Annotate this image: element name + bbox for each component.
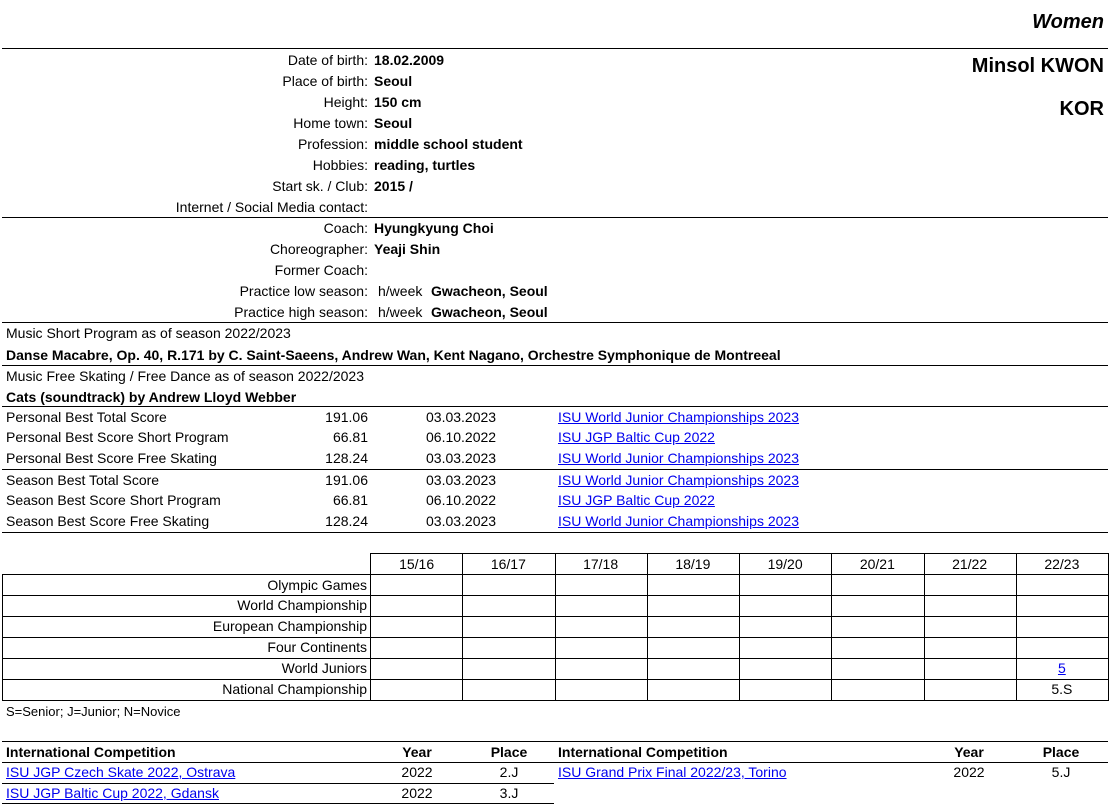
bio-value: Seoul [374, 115, 413, 131]
bio-label: Height: [323, 94, 368, 110]
championship-result-cell [555, 616, 648, 638]
championship-row-label [2, 595, 371, 617]
bio-label: Home town: [293, 115, 368, 131]
championship-result-cell [647, 637, 740, 659]
bio-value: 2015 / [374, 178, 413, 194]
sb-event-link[interactable]: ISU World Junior Championships 2023 [558, 513, 799, 529]
music-free-value: Cats (soundtrack) by Andrew Lloyd Webber [6, 389, 297, 405]
bio-label: Profession: [297, 136, 368, 152]
championship-result-cell [1016, 637, 1109, 659]
championship-result: 5.S [1051, 681, 1073, 697]
championship-result-cell [831, 595, 924, 617]
sb-divider [2, 532, 1108, 533]
pb-label: Personal Best Score Free Skating [6, 450, 217, 466]
championship-row-label [2, 658, 371, 680]
intl-year: 2022 [401, 764, 433, 780]
season-header [831, 553, 924, 575]
season-header [370, 553, 463, 575]
championship-result-cell [831, 574, 924, 596]
sb-score: 191.06 [325, 472, 368, 488]
season-header-label: 18/19 [675, 556, 711, 572]
pb-score: 66.81 [332, 429, 368, 445]
championship-result-cell [831, 679, 924, 701]
season-header [924, 553, 1017, 575]
championship-result-cell [924, 637, 1017, 659]
skater-country: KOR [1059, 98, 1104, 120]
intl-event-link[interactable]: ISU Grand Prix Final 2022/23, Torino [558, 764, 787, 780]
sb-score: 128.24 [325, 513, 368, 529]
championship-name: National Championship [222, 681, 367, 697]
sb-date: 03.03.2023 [426, 472, 497, 488]
bio-value: 150 cm [374, 94, 422, 110]
championship-name: Four Continents [267, 639, 367, 655]
championship-result-cell [462, 616, 555, 638]
championship-result-cell [924, 574, 1017, 596]
championship-result-cell [370, 595, 463, 617]
championship-result-cell [1016, 574, 1109, 596]
sb-event-link[interactable]: ISU JGP Baltic Cup 2022 [558, 492, 715, 508]
championship-result-cell [370, 616, 463, 638]
bio-divider [2, 217, 1108, 218]
pb-score: 191.06 [325, 409, 368, 425]
pb-date: 03.03.2023 [426, 409, 497, 425]
bio-label: Hobbies: [312, 157, 368, 173]
choreographer-value: Yeaji Shin [374, 241, 441, 257]
championship-name: World Juniors [281, 660, 367, 676]
intl-header-year: Year [402, 744, 432, 760]
music-free-label: Music Free Skating / Free Dance as of season 2022/2023 [6, 368, 364, 384]
season-header-label: 17/18 [583, 556, 619, 572]
intl-event-link[interactable]: ISU JGP Czech Skate 2022, Ostrava [6, 764, 236, 780]
championship-result-cell [831, 658, 924, 680]
sb-date: 06.10.2022 [426, 492, 497, 508]
season-header-label: 22/23 [1044, 556, 1080, 572]
championship-result-cell [555, 574, 648, 596]
championship-result-cell [555, 637, 648, 659]
bio-value: 18.02.2009 [374, 52, 445, 68]
championship-result-cell [462, 574, 555, 596]
championship-result-cell [924, 658, 1017, 680]
bio-label: Date of birth: [287, 52, 368, 68]
pb-label: Personal Best Score Short Program [6, 429, 229, 445]
bio-value: reading, turtles [374, 157, 476, 173]
bio-label: Start sk. / Club: [272, 178, 368, 194]
season-header-label: 15/16 [399, 556, 435, 572]
pb-event-link[interactable]: ISU JGP Baltic Cup 2022 [558, 429, 715, 445]
championship-result-cell [739, 616, 832, 638]
championship-row-label [2, 616, 371, 638]
season-header [555, 553, 648, 575]
season-header-label: 19/20 [767, 556, 803, 572]
season-header-label: 20/21 [859, 556, 895, 572]
practice-low-value: Gwacheon, Seoul [431, 283, 548, 299]
pb-label: Personal Best Total Score [6, 409, 167, 425]
championship-result-cell [739, 679, 832, 701]
championship-result-cell [647, 679, 740, 701]
pb-event-link[interactable]: ISU World Junior Championships 2023 [558, 409, 799, 425]
skater-name: Minsol KWON [971, 55, 1104, 77]
championship-result-cell [739, 595, 832, 617]
championship-result-cell [1016, 595, 1109, 617]
bio-label: Internet / Social Media contact: [175, 199, 368, 215]
practice-low-label: Practice low season: [239, 283, 368, 299]
season-header-label: 16/17 [490, 556, 526, 572]
practice-high-label: Practice high season: [234, 304, 368, 320]
intl-header-year: Year [954, 744, 984, 760]
championship-result-cell [1016, 616, 1109, 638]
season-header [739, 553, 832, 575]
championship-row-label [2, 679, 371, 701]
sb-score: 66.81 [332, 492, 368, 508]
championship-result-cell [370, 658, 463, 680]
championship-result-cell [370, 574, 463, 596]
championship-result-cell [1016, 658, 1109, 680]
championship-result-cell [647, 595, 740, 617]
bio-label: Place of birth: [282, 73, 368, 89]
bio-value: Seoul [374, 73, 413, 89]
championship-row-label [2, 574, 371, 596]
sb-date: 03.03.2023 [426, 513, 497, 529]
music-short-label: Music Short Program as of season 2022/2023 [6, 325, 291, 341]
intl-place: 3.J [499, 785, 519, 801]
intl-header-competition: International Competition [558, 744, 728, 760]
championship-result-cell [462, 595, 555, 617]
intl-event-link[interactable]: ISU JGP Baltic Cup 2022, Gdansk [6, 785, 219, 801]
championship-result-cell [370, 679, 463, 701]
championship-result-cell [647, 658, 740, 680]
music-free-divider [2, 406, 1108, 407]
championship-result-cell [1016, 679, 1109, 701]
championship-result-cell [462, 658, 555, 680]
pb-divider [2, 469, 1108, 470]
championship-result-cell [555, 595, 648, 617]
championship-result-cell [647, 616, 740, 638]
practice-low-hours: h/week [378, 283, 423, 299]
intl-year: 2022 [953, 764, 985, 780]
music-short-value: Danse Macabre, Op. 40, R.171 by C. Saint-Saeens, Andrew Wan, Kent Nagano, Orchestre Symphonique de Montreeal [6, 347, 781, 363]
practice-high-hours: h/week [378, 304, 423, 320]
intl-header-competition: International Competition [6, 744, 176, 760]
championship-name: World Championship [237, 597, 367, 613]
championship-result-cell [924, 616, 1017, 638]
season-header [647, 553, 740, 575]
championship-result-cell [831, 616, 924, 638]
championship-result-cell [739, 658, 832, 680]
intl-bottom-divider [2, 803, 554, 804]
championship-result-cell [739, 637, 832, 659]
pb-score: 128.24 [325, 450, 368, 466]
championship-result-cell [555, 658, 648, 680]
sb-label: Season Best Score Short Program [6, 492, 221, 508]
championship-result-cell [370, 637, 463, 659]
intl-place: 2.J [499, 764, 519, 780]
championship-result-cell [924, 679, 1017, 701]
sb-label: Season Best Total Score [6, 472, 160, 488]
championship-result-cell [462, 679, 555, 701]
championship-result-cell [462, 637, 555, 659]
pb-date: 03.03.2023 [426, 450, 497, 466]
season-header [1016, 553, 1109, 575]
season-header-label: 21/22 [952, 556, 988, 572]
sb-event-link[interactable]: ISU World Junior Championships 2023 [558, 472, 799, 488]
practice-high-value: Gwacheon, Seoul [431, 304, 548, 320]
coach-label: Coach: [323, 220, 368, 236]
category-title: Women [1032, 11, 1104, 33]
intl-header-place: Place [490, 744, 528, 760]
pb-date: 06.10.2022 [426, 429, 497, 445]
sb-label: Season Best Score Free Skating [6, 513, 210, 529]
championship-result-cell [831, 637, 924, 659]
championship-result-cell [739, 574, 832, 596]
championship-name: Olympic Games [267, 577, 367, 593]
championship-result-cell [924, 595, 1017, 617]
pb-event-link[interactable]: ISU World Junior Championships 2023 [558, 450, 799, 466]
championship-name: European Championship [212, 618, 367, 634]
championship-result-cell [555, 679, 648, 701]
championship-result-cell [647, 574, 740, 596]
championship-row-label [2, 637, 371, 659]
season-header [462, 553, 555, 575]
championship-result-link[interactable]: 5 [1057, 660, 1066, 676]
intl-year: 2022 [401, 785, 433, 801]
choreographer-label: Choreographer: [269, 241, 368, 257]
header-divider [2, 48, 1108, 49]
former-coach-label: Former Coach: [274, 262, 368, 278]
intl-place: 5.J [1051, 764, 1071, 780]
bio-value: middle school student [374, 136, 523, 152]
coach-value: Hyungkyung Choi [374, 220, 494, 236]
intl-header-place: Place [1042, 744, 1080, 760]
legend-note: S=Senior; J=Junior; N=Novice [6, 704, 181, 719]
